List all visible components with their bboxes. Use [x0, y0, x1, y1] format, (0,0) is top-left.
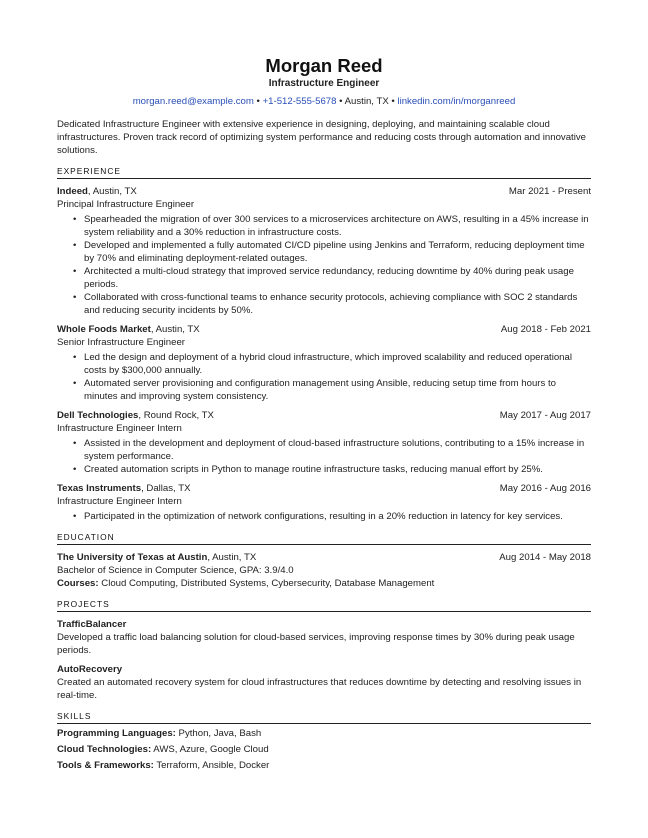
bullet-item: • Collaborated with cross-functional teams to enhance security protocols, achieving compliance with SOC 2 standards and reducing security incidents by 50%.	[73, 291, 591, 317]
section-title-skills: SKILLS	[57, 710, 591, 724]
location-text: Austin, TX	[344, 96, 389, 107]
company-location: , Austin, TX	[87, 186, 137, 197]
experience-entry	[57, 185, 591, 317]
job-role: Principal Infrastructure Engineer	[57, 199, 195, 210]
linkedin-link[interactable]: linkedin.com/in/morganreed	[397, 96, 516, 107]
job-role: Infrastructure Engineer Intern	[57, 496, 182, 507]
experience-entry	[57, 409, 591, 476]
candidate-title: Infrastructure Engineer	[268, 78, 380, 89]
skill-line	[57, 759, 591, 772]
courses-label: Courses:	[57, 578, 99, 589]
contact-line	[57, 95, 591, 108]
company-location: , Dallas, TX	[141, 483, 191, 494]
school-name: The University of Texas at Austin	[57, 552, 208, 563]
degree-text: Bachelor of Science in Computer Science, GPA: 3.9/4.0	[57, 565, 294, 576]
project-entry	[57, 618, 591, 657]
company-name: Texas Instruments	[57, 483, 142, 494]
experience-entry	[57, 482, 591, 523]
skill-value: AWS, Azure, Google Cloud	[151, 744, 269, 755]
skill-value: Python, Java, Bash	[175, 728, 262, 739]
bullet-item: • Created automation scripts in Python to manage routine infrastructure tasks, reducing manual effort by 25%.	[73, 463, 591, 476]
bullet-item: • Spearheaded the migration of over 300 services to a microservices architecture on AWS, resulting in a 45% increase in system reliability and a 30% reduction in infrastructure costs.	[73, 213, 591, 239]
bullet-item: • Participated in the optimization of network configurations, resulting in a 20% reduction in latency for key services.	[73, 510, 591, 523]
separator: •	[339, 96, 343, 107]
project-entry	[57, 663, 591, 702]
separator: •	[256, 96, 260, 107]
project-description: Created an automated recovery system for cloud infrastructures that reduces downtime by detecting and resolving issues in real-time.	[57, 677, 582, 701]
resume-header	[57, 56, 591, 108]
skill-label: Programming Languages:	[57, 728, 176, 739]
job-role: Senior Infrastructure Engineer	[57, 337, 185, 348]
job-dates: Aug 2018 - Feb 2021	[500, 324, 591, 335]
job-bullets	[57, 437, 591, 476]
bullet-item: • Led the design and deployment of a hybrid cloud infrastructure, which improved scalability and reduced operational costs by $300,000 annually.	[73, 351, 591, 377]
phone-link[interactable]: +1-512-555-5678	[262, 96, 337, 107]
job-bullets	[57, 213, 591, 317]
skill-line	[57, 727, 591, 740]
section-title-education: EDUCATION	[57, 531, 591, 545]
skill-line	[57, 743, 591, 756]
skill-value: Terraform, Ansible, Docker	[153, 760, 270, 771]
separator: •	[391, 96, 395, 107]
skill-label: Tools & Frameworks:	[57, 760, 154, 771]
job-dates: May 2017 - Aug 2017	[499, 410, 591, 421]
candidate-name: Morgan Reed	[265, 55, 383, 76]
company-location: , Austin, TX	[150, 324, 200, 335]
job-dates: Mar 2021 - Present	[508, 186, 591, 197]
job-bullets	[57, 510, 591, 523]
project-description: Developed a traffic load balancing solution for cloud-based services, improving response times by 30% during peak usage periods.	[57, 632, 575, 656]
company-location: , Round Rock, TX	[138, 410, 214, 421]
summary-paragraph: Dedicated Infrastructure Engineer with extensive experience in designing, deploying, and maintaining scalable cloud infrastructures. Proven track record of optimizing system performance and reducing costs through automation and innovative solutions.	[57, 119, 586, 156]
skill-label: Cloud Technologies:	[57, 744, 152, 755]
bullet-item: • Assisted in the development and deployment of cloud-based infrastructure solutions, contributing to a 15% increase in system performance.	[73, 437, 591, 463]
job-dates: May 2016 - Aug 2016	[499, 483, 591, 494]
project-name: TrafficBalancer	[57, 619, 127, 630]
project-name: AutoRecovery	[57, 664, 123, 675]
job-bullets	[57, 351, 591, 403]
bullet-item: • Developed and implemented a fully automated CI/CD pipeline using Jenkins and Terraform, reducing deployment time by 70% and eliminating deployment-related outages.	[73, 239, 591, 265]
section-title-experience: EXPERIENCE	[57, 165, 591, 179]
company-name: Dell Technologies	[57, 410, 139, 421]
experience-entry	[57, 323, 591, 403]
job-role: Infrastructure Engineer Intern	[57, 423, 182, 434]
courses-line	[57, 577, 591, 590]
bullet-item: • Automated server provisioning and configuration management using Ansible, reducing setup time from hours to minutes and improving system consistency.	[73, 377, 591, 403]
school-location: , Austin, TX	[207, 552, 257, 563]
education-dates: Aug 2014 - May 2018	[499, 552, 591, 563]
bullet-item: • Architected a multi-cloud strategy that improved service redundancy, reducing downtime by 40% during peak usage periods.	[73, 265, 591, 291]
section-title-projects: PROJECTS	[57, 598, 591, 612]
company-name: Whole Foods Market	[57, 324, 151, 335]
company-name: Indeed	[57, 186, 88, 197]
email-link[interactable]: morgan.reed@example.com	[132, 96, 254, 107]
courses-list: Cloud Computing, Distributed Systems, Cybersecurity, Database Management	[98, 578, 435, 589]
education-entry	[57, 551, 591, 590]
